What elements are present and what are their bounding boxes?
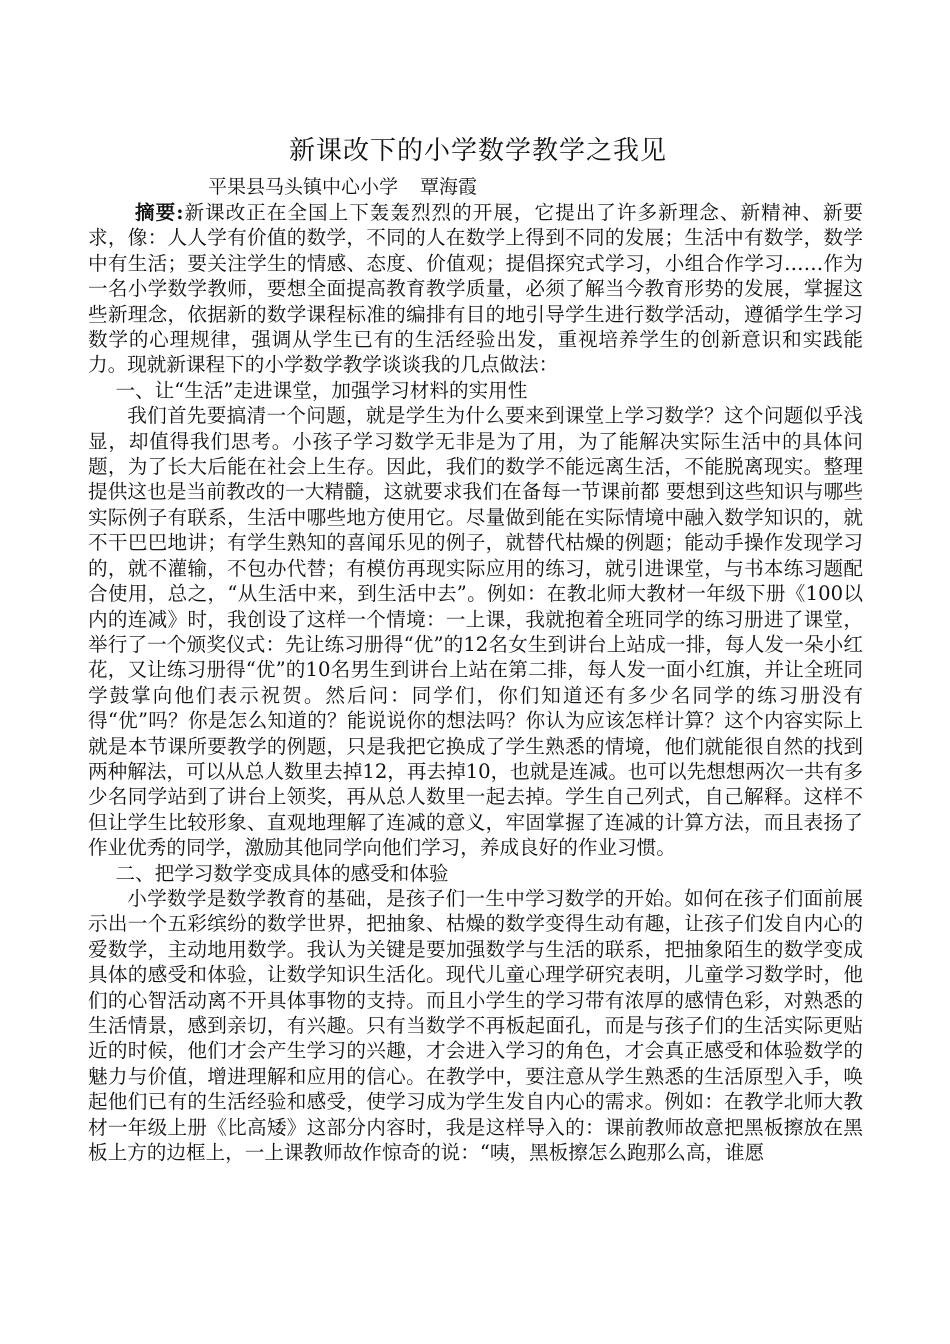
abstract-text: 新课改正在全国上下轰轰烈烈的开展，它提出了许多新理念、新精神、新要求，像：人人学有价值的数学，不同的人在数学上得到不同的发展；生活中有数学，数学中有生活；要关注学生的情感、态度、价值观；提倡探究式学习，小组合作学习……作为一名小学数学教师，要想全面提高教育教学质量，必须了解当今教育形势的发展，掌握这些新理念，依据新的数学课程标准的编排有目的地引导学生进行数学活动，遵循学生学习数学的心理规律，强调从学生已有的生活经验出发，重视培养学生的创新意识和实践能力。现就新课程下的小学数学教学谈谈我的几点做法： bbox=[88, 201, 864, 377]
section1-paragraph: 我们首先要搞清一个问题，就是学生为什么要来到课堂上学习数学？这个问题似乎浅显，却值得我们思考。小孩子学习数学无非是为了用，为了能解决实际生活中的具体问题，为了长大后能在社会上生存。因此，我们的数学不能远离生活，不能脱离现实。整理提供这也是当前教改的一大精髓，这就要求我们在备每一节课前都 要想到这些知识与哪些实际例子有联系，生活中哪些地方使用它。尽量做到能在实际情境中融入数学知识的，就不干巴巴地讲；有学生熟知的喜闻乐见的例子，就替代枯燥的例题；能动手操作发现学习的，就不灌输，不包办代替；有模仿再现实际应用的练习，就引进课堂，与书本练习题配合使用，总之，“从生活中来，到生活中去”。例如：在教北师大教材一年级下册《100以内的连减》时，我创设了这样一个情境：一上课，我就抱着全班同学的练习册进了课堂，举行了一个颁奖仪式：先让练习册得“优”的12名女生到讲台上站成一排，每人发一朵小红花，又让练习册得“优”的10名男生到讲台上站在第二排，每人发一面小红旗，并让全班同学鼓掌向他们表示祝贺。然后问：同学们，你们知道还有多少名同学的练习册没有得“优”吗？你是怎么知道的？能说说你的想法吗？你认为应该怎样计算？这个内容实际上就是本节课所要教学的例题，只是我把它换成了学生熟悉的情境，他们就能很自然的找到两种解法，可以从总人数里去掉12，再去掉10，也就是连减。也可以先想想两次一共有多少名同学站到了讲台上领奖，再从总人数里一起去掉。学生自己列式，自己解释。这样不但让学生比较形象、直观地理解了连减的意义，牢固掌握了连减的计算方法，而且表扬了作业优秀的同学，激励其他同学向他们学习，养成良好的作业习惯。 bbox=[88, 404, 863, 860]
section2-paragraph: 小学数学是数学教育的基础，是孩子们一生中学习数学的开始。如何在孩子们面前展示出一个五彩缤纷的数学世界，把抽象、枯燥的数学变得生动有趣，让孩子们发自内心的爱数学，主动地用数学。我认为关键是要加强数学与生活的联系，把抽象陌生的数学变成具体的感受和体验，让数学知识生活化。现代儿童心理学研究表明，儿童学习数学时，他们的心智活动离不开具体事物的支持。而且小学生的学习带有浓厚的感情色彩，对熟悉的生活情景，感到亲切，有兴趣。只有当数学不再板起面孔，而是与孩子们的生活实际更贴近的时候，他们才会产生学习的兴趣，才会进入学习的角色，才会真正感受和体验数学的魅力与价值，增进理解和应用的信心。在教学中，要注意从学生熟悉的生活原型入手，唤起他们已有的生活经验和感受，使学习成为学生发自内心的需求。例如：在教学北师大教材一年级上册《比高矮》这部分内容时，我是这样导入的：课前教师故意把黑板擦放在黑板上方的边框上，一上课教师故作惊奇的说：“咦，黑板擦怎么跑那么高，谁愿 bbox=[88, 886, 863, 1165]
document-title: 新课改下的小学数学教学之我见 bbox=[288, 136, 667, 166]
document-body bbox=[88, 200, 863, 1165]
author-name: 覃海霞 bbox=[420, 176, 478, 198]
author-line bbox=[208, 175, 477, 199]
section1-heading: 一、让“生活”走进课堂，加强学习材料的实用性 bbox=[115, 378, 528, 402]
abstract-label: 摘要: bbox=[135, 201, 184, 224]
abstract-paragraph bbox=[88, 200, 863, 378]
section2-heading: 二、把学习数学变成具体的感受和体验 bbox=[115, 861, 449, 885]
author-school: 平果县马头镇中心小学 bbox=[208, 176, 399, 198]
